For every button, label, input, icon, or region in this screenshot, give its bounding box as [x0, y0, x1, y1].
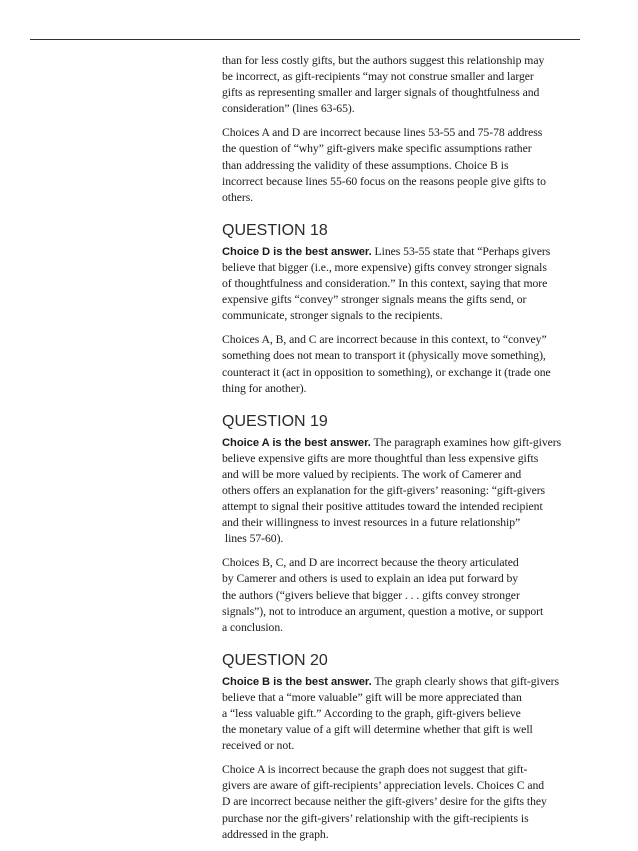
text-line: the authors (“givers believe that bigger . . . gifts convey stronger: [222, 588, 520, 602]
text-line: the question of “why” gift-givers make specific assumptions rather: [222, 142, 532, 156]
text-line: be incorrect, as gift-recipients “may not construe smaller and larger: [222, 70, 534, 84]
text-line: lines 57-60).: [222, 532, 284, 546]
text-line: [222, 244, 582, 260]
question-19-heading: QUESTION 19: [222, 412, 328, 430]
text-line: than addressing the validity of these assumptions. Choice B is: [222, 158, 509, 172]
text-line: Choices A, B, and C are incorrect because in this context, to “convey”: [222, 333, 547, 347]
question-18-heading: QUESTION 18: [222, 221, 328, 239]
text-line: purchase nor the gift-givers’ relationship with the gift-recipients is: [222, 811, 529, 825]
text-line: than for less costly gifts, but the authors suggest this relationship may: [222, 54, 545, 67]
q20-answer-paragraph: [222, 674, 582, 754]
text-line: Choices B, C, and D are incorrect because the theory articulated: [222, 556, 519, 570]
text-line: of thoughtfulness and consideration.” In this context, saying that more: [222, 277, 548, 291]
text-line: by Camerer and others is used to explain an idea put forward by: [222, 572, 519, 586]
text-line: a conclusion.: [222, 620, 284, 634]
text-line: others.: [222, 190, 254, 204]
q18-answer-paragraph: [222, 244, 582, 324]
text-line: believe that bigger (i.e., more expensive) gifts convey stronger signals: [222, 260, 547, 274]
answer-explanations: [222, 53, 582, 851]
text-line: gifts as representing smaller and larger signals of thoughtfulness and: [222, 86, 540, 100]
text-line: counteract it (act in opposition to something), or exchange it (trade one: [222, 365, 551, 379]
text-line: expensive gifts “convey” stronger signals means the gifts send, or: [222, 293, 527, 307]
text-line: something does not mean to transport it (physically move something),: [222, 349, 546, 363]
answer-lead: Choice B is the best answer.: [222, 675, 372, 688]
text-line: received or not.: [222, 739, 295, 753]
answer-text: The graph clearly shows that gift-givers: [371, 674, 559, 688]
text-line: thing for another).: [222, 381, 307, 395]
answer-lead: Choice D is the best answer.: [222, 245, 372, 258]
text-line: Choices A and D are incorrect because lines 53-55 and 75-78 address: [222, 126, 543, 140]
text-line: attempt to signal their positive attitudes toward the intended recipient: [222, 500, 543, 514]
text-line: believe that a “more valuable” gift will be more appreciated than: [222, 690, 522, 704]
text-line: others offers an explanation for the gift-givers’ reasoning: “gift-givers: [222, 483, 546, 497]
text-line: signals”), not to introduce an argument, question a motive, or support: [222, 604, 544, 618]
text-line: Choice A is incorrect because the graph does not suggest that gift-: [222, 763, 528, 777]
text-line: communicate, stronger signals to the recipients.: [222, 309, 443, 323]
header-rule: [30, 39, 580, 40]
answer-text: The paragraph examines how gift-givers: [370, 435, 562, 449]
text-line: a “less valuable gift.” According to the graph, gift-givers believe: [222, 707, 521, 720]
text-line: incorrect because lines 55-60 focus on the reasons people give gifts to: [222, 174, 546, 188]
text-line: D are incorrect because neither the gift-givers’ desire for the gifts they: [222, 795, 547, 809]
text-line: addressed in the graph.: [222, 827, 329, 841]
text-line: the monetary value of a gift will determine whether that gift is well: [222, 723, 533, 737]
q17-incorrect-choices-paragraph: [222, 125, 582, 205]
text-line: consideration” (lines 63-65).: [222, 102, 355, 116]
text-line: givers are aware of gift-recipients’ appreciation levels. Choices C and: [222, 779, 545, 793]
text-line: and their willingness to invest resources in a future relationship”: [222, 516, 521, 530]
question-20-heading: QUESTION 20: [222, 651, 328, 669]
q17-continuation-paragraph: [222, 53, 582, 117]
answer-text: Lines 53-55 state that “Perhaps givers: [371, 244, 551, 258]
q19-incorrect-choices-paragraph: [222, 555, 582, 635]
q19-answer-paragraph: [222, 435, 582, 548]
text-line: [222, 435, 582, 451]
q18-incorrect-choices-paragraph: [222, 332, 582, 396]
text-line: and will be more valued by recipients. The work of Camerer and: [222, 467, 522, 481]
text-line: believe expensive gifts are more thoughtful than less expensive gifts: [222, 451, 539, 465]
text-line: [222, 674, 582, 690]
q20-incorrect-choices-paragraph: [222, 762, 582, 842]
answer-lead: Choice A is the best answer.: [222, 436, 371, 449]
